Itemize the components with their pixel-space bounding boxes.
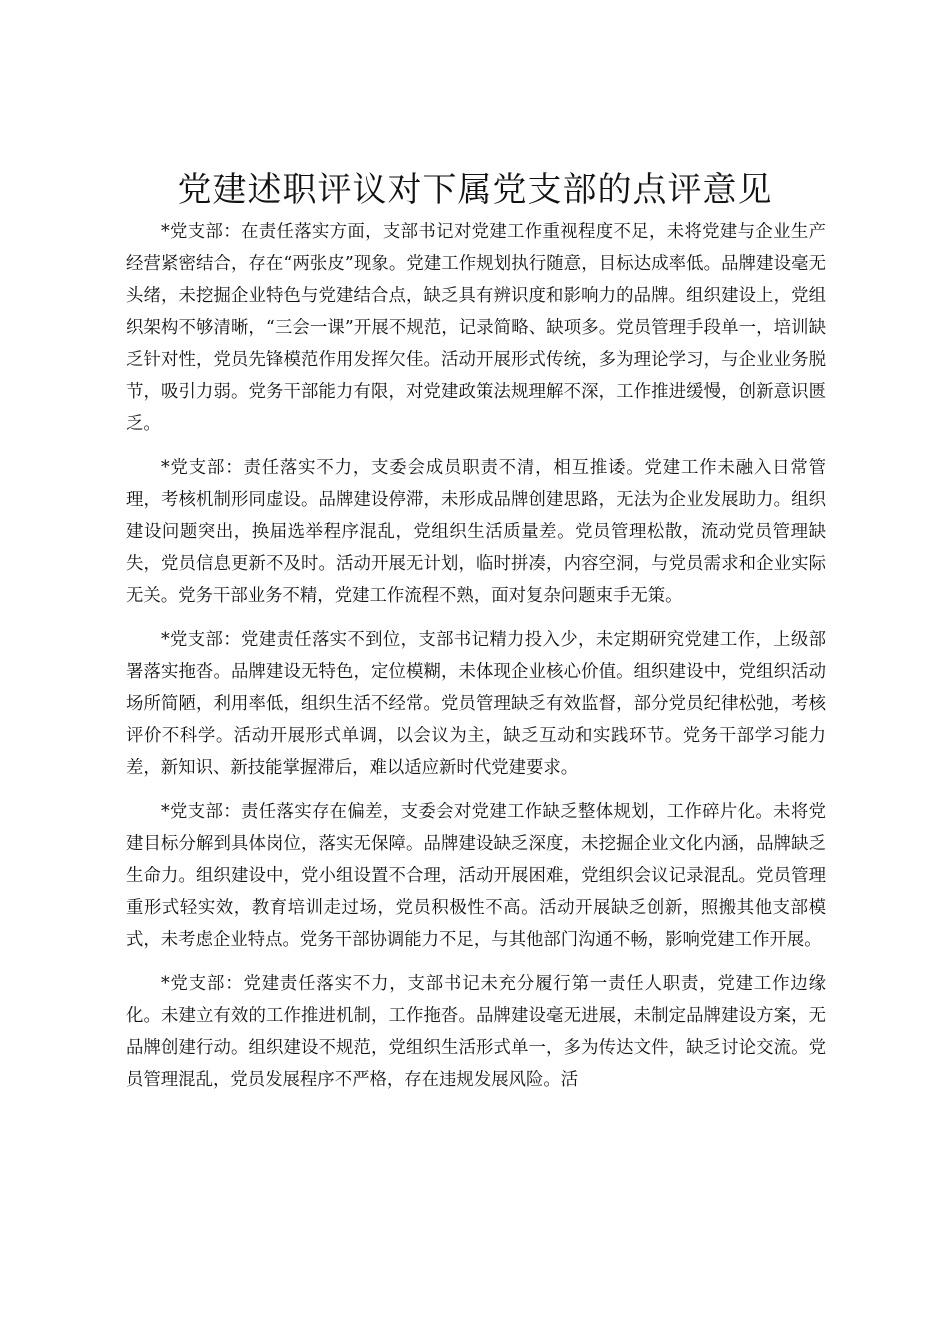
- paragraph-4: *党支部：责任落实存在偏差，支委会对党建工作缺乏整体规划，工作碎片化。未将党建目标分解到具体岗位，落实无保障。品牌建设缺乏深度，未挖掘企业文化内涵，品牌缺乏生命力。组织建设中，党小组设置不合理，活动开展困难，党组织会议记录混乱。党员管理重形式轻实效，教育培训走过场，党员积极性不高。活动开展缺乏创新，照搬其他支部模式，未考虑企业特点。党务干部协调能力不足，与其他部门沟通不畅，影响党建工作开展。: [126, 802, 826, 950]
- document-body: [126, 216, 826, 1108]
- paragraph-1: *党支部：在责任落实方面，支部书记对党建工作重视程度不足，未将党建与企业生产经营紧密结合，存在“两张皮”现象。党建工作规划执行随意，目标达成率低。品牌建设毫无头绪，未挖掘企业特色与党建结合点，缺乏具有辨识度和影响力的品牌。组织建设上，党组织架构不够清晰，“三会一课”开展不规范，记录简略、缺项多。党员管理手段单一，培训缺乏针对性，党员先锋模范作用发挥欠佳。活动开展形式传统，多为理论学习，与企业业务脱节，吸引力弱。党务干部能力有限，对党建政策法规理解不深，工作推进缓慢，创新意识匮乏。: [126, 222, 826, 434]
- paragraph-2: *党支部：责任落实不力，支委会成员职责不清，相互推诿。党建工作未融入日常管理，考核机制形同虚设。品牌建设停滞，未形成品牌创建思路，无法为企业发展助力。组织建设问题突出，换届选举程序混乱，党组织生活质量差。党员管理松散，流动党员管理缺失，党员信息更新不及时。活动开展无计划，临时拼凑，内容空洞，与党员需求和企业实际无关。党务干部业务不精，党建工作流程不熟，面对复杂问题束手无策。: [126, 458, 826, 606]
- paragraph-3: *党支部：党建责任落实不到位，支部书记精力投入少，未定期研究党建工作，上级部署落实拖沓。品牌建设无特色，定位模糊，未体现企业核心价值。组织建设中，党组织活动场所简陋，利用率低，组织生活不经常。党员管理缺乏有效监督，部分党员纪律松弛，考核评价不科学。活动开展形式单调，以会议为主，缺乏互动和实践环节。党务干部学习能力差，新知识、新技能掌握滞后，难以适应新时代党建要求。: [126, 630, 826, 778]
- document-title: 党建述职评议对下属党支部的点评意见: [177, 170, 773, 210]
- paragraph-5: *党支部：党建责任落实不力，支部书记未充分履行第一责任人职责，党建工作边缘化。未建立有效的工作推进机制，工作拖沓。品牌建设毫无进展，未制定品牌建设方案，无品牌创建行动。组织建设不规范，党组织生活形式单一，多为传达文件，缺乏讨论交流。党员管理混乱，党员发展程序不严格，存在违规发展风险。活: [126, 974, 826, 1090]
